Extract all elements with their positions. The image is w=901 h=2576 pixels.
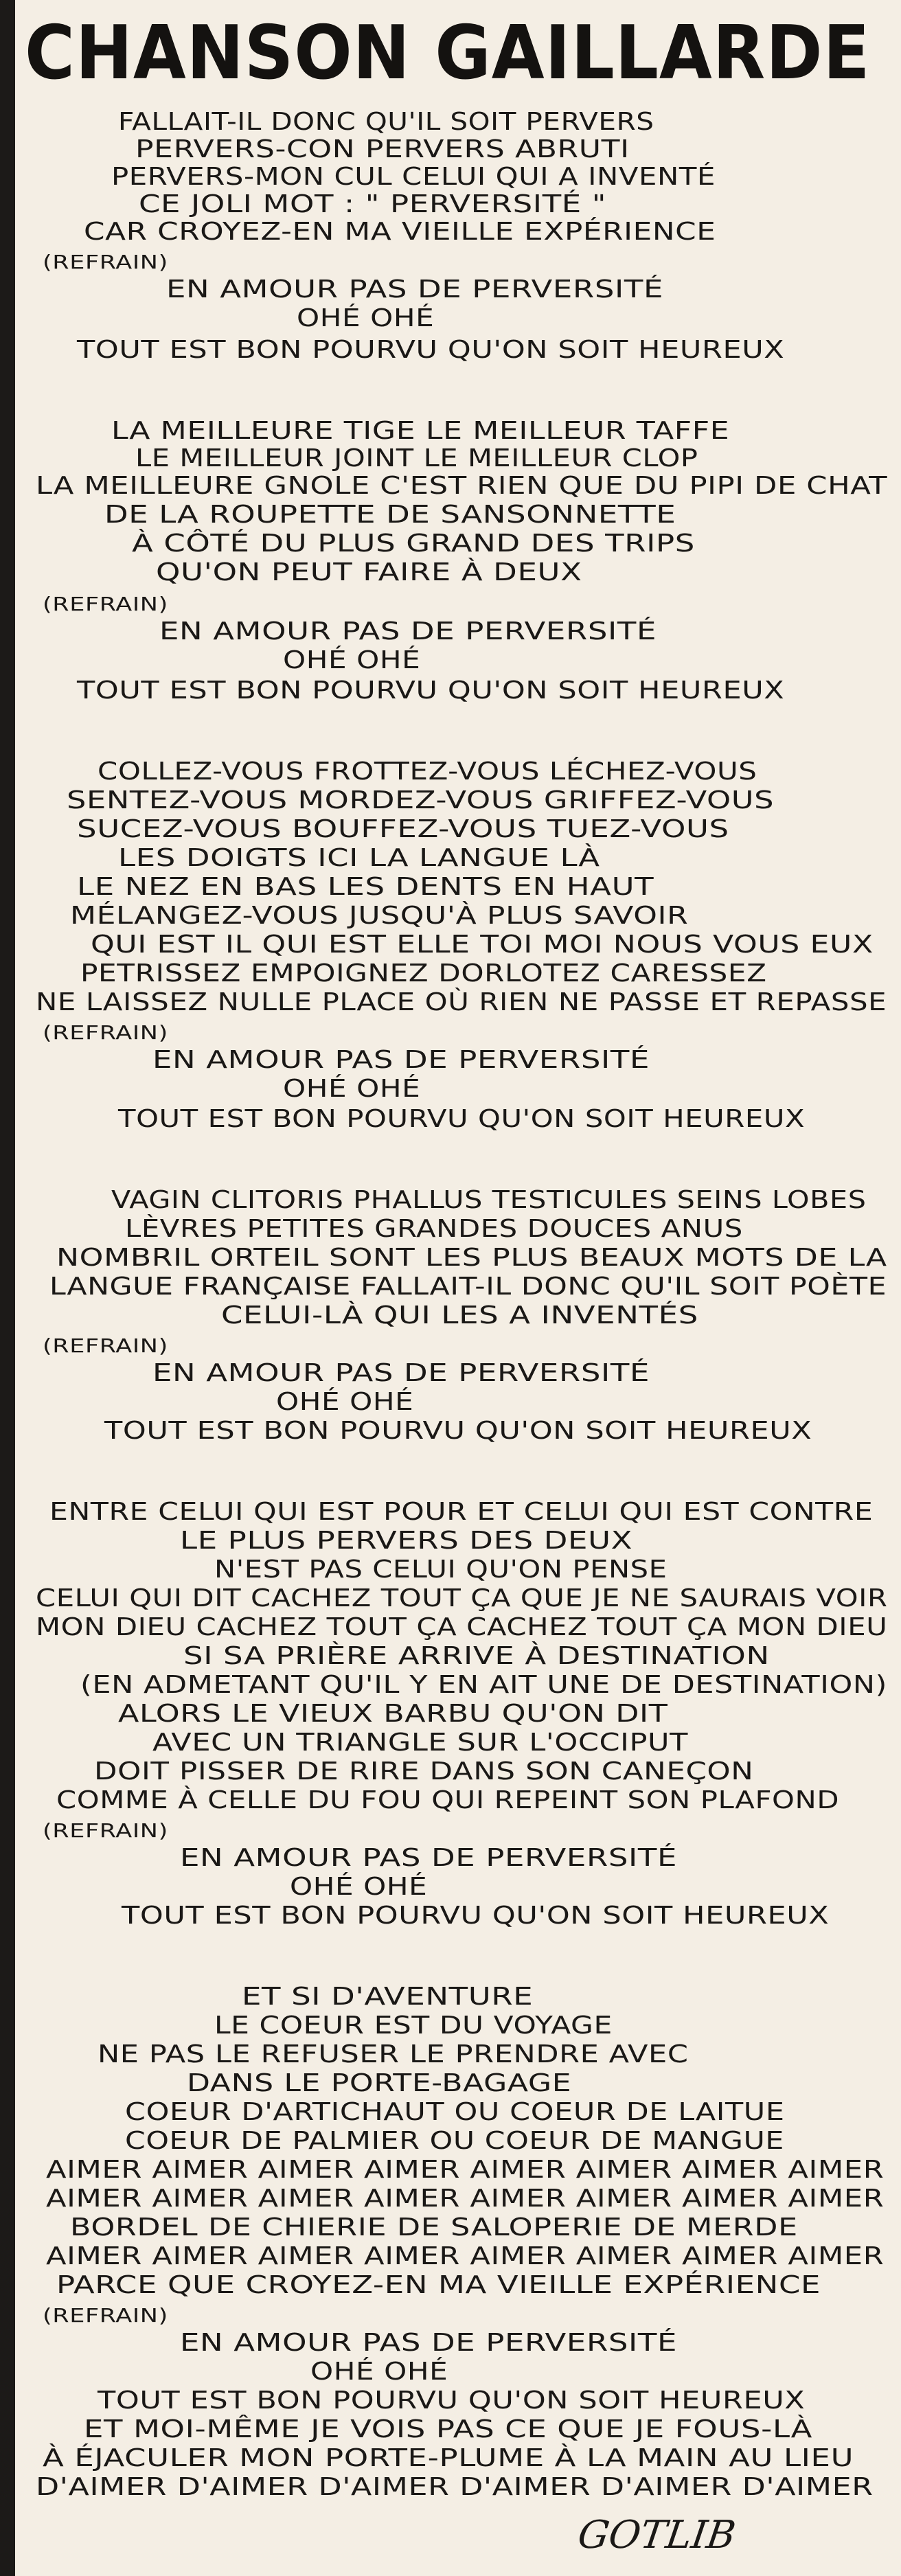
lyric-line: LÈVRES PETITES GRANDES DOUCES ANUS bbox=[125, 1215, 743, 1243]
lyric-line: BORDEL DE CHIERIE DE SALOPERIE DE MERDE bbox=[70, 2213, 798, 2242]
lyric-line: À CÔTÉ DU PLUS GRAND DES TRIPS bbox=[132, 529, 695, 558]
refrain-marker: (REFRAIN) bbox=[43, 1819, 168, 1842]
lyric-line: À ÉJACULER MON PORTE-PLUME À LA MAIN AU LIEU bbox=[43, 2444, 854, 2472]
lyric-line: PETRISSEZ EMPOIGNEZ DORLOTEZ CARESSEZ bbox=[80, 959, 767, 988]
lyric-line: OHÉ OHÉ bbox=[276, 1388, 414, 1416]
lyric-line: TOUT EST BON POURVU QU'ON SOIT HEUREUX bbox=[118, 1105, 806, 1133]
lyric-line: LE PLUS PERVERS DES DEUX bbox=[180, 1527, 633, 1555]
lyric-line: TOUT EST BON POURVU QU'ON SOIT HEUREUX bbox=[122, 1902, 830, 1930]
refrain-marker: (REFRAIN) bbox=[43, 2304, 168, 2327]
lyric-line: OHÉ OHÉ bbox=[290, 1873, 428, 1901]
lyric-line: OHÉ OHÉ bbox=[297, 304, 435, 332]
lyric-line: TOUT EST BON POURVU QU'ON SOIT HEUREUX bbox=[98, 2386, 806, 2415]
lyric-line: LA MEILLEURE GNOLE C'EST RIEN QUE DU PIPI DE CHAT bbox=[36, 472, 888, 500]
lyric-line: TOUT EST BON POURVU QU'ON SOIT HEUREUX bbox=[77, 336, 785, 364]
lyric-line: ET SI D'AVENTURE bbox=[242, 1983, 534, 2011]
lyric-line: LANGUE FRANÇAISE FALLAIT-IL DONC QU'IL SOIT POÈTE bbox=[49, 1273, 887, 1301]
lyric-line: MON DIEU CACHEZ TOUT ÇA CACHEZ TOUT ÇA MON DIEU bbox=[36, 1613, 888, 1641]
lyric-line: LA MEILLEURE TIGE LE MEILLEUR TAFFE bbox=[111, 417, 730, 445]
lyric-line: CELUI QUI DIT CACHEZ TOUT ÇA QUE JE NE SAURAIS VOIR bbox=[36, 1584, 888, 1612]
lyric-line: VAGIN CLITORIS PHALLUS TESTICULES SEINS LOBES bbox=[111, 1186, 867, 1214]
lyric-line: EN AMOUR PAS DE PERVERSITÉ bbox=[180, 1844, 678, 1872]
lyric-line: EN AMOUR PAS DE PERVERSITÉ bbox=[152, 1046, 650, 1074]
lyric-line: COEUR DE PALMIER OU COEUR DE MANGUE bbox=[125, 2127, 784, 2155]
lyric-line: LE MEILLEUR JOINT LE MEILLEUR CLOP bbox=[135, 444, 698, 472]
song-title: CHANSON GAILLARDE bbox=[25, 10, 871, 96]
lyric-line: EN AMOUR PAS DE PERVERSITÉ bbox=[180, 2329, 678, 2357]
lyric-line: COEUR D'ARTICHAUT OU COEUR DE LAITUE bbox=[125, 2098, 785, 2126]
lyric-line: SUCEZ-VOUS BOUFFEZ-VOUS TUEZ-VOUS bbox=[77, 815, 729, 843]
lyric-line: CELUI-LÀ QUI LES A INVENTÉS bbox=[221, 1301, 698, 1330]
lyric-line: ENTRE CELUI QUI EST POUR ET CELUI QUI EST CONTRE bbox=[49, 1498, 874, 1526]
lyric-line: D'AIMER D'AIMER D'AIMER D'AIMER D'AIMER D'AIMER bbox=[36, 2473, 874, 2501]
refrain-marker: (REFRAIN) bbox=[43, 1334, 168, 1357]
author-signature: GOTLIB bbox=[575, 2513, 739, 2557]
lyric-line: OHÉ OHÉ bbox=[283, 1075, 421, 1103]
lyric-line: NOMBRIL ORTEIL SONT LES PLUS BEAUX MOTS DE LA bbox=[56, 1244, 887, 1272]
refrain-marker: (REFRAIN) bbox=[43, 593, 168, 615]
refrain-marker: (REFRAIN) bbox=[43, 1021, 168, 1044]
lyric-line: COMME À CELLE DU FOU QUI REPEINT SON PLAFOND bbox=[56, 1786, 840, 1814]
lyric-line: PERVERS-MON CUL CELUI QUI A INVENTÉ bbox=[111, 163, 716, 191]
lyrics-sheet bbox=[15, 0, 901, 2576]
lyric-line: EN AMOUR PAS DE PERVERSITÉ bbox=[152, 1359, 650, 1387]
lyric-line: NE LAISSEZ NULLE PLACE OÙ RIEN NE PASSE ET REPASSE bbox=[36, 988, 887, 1016]
lyric-line: AVEC UN TRIANGLE SUR L'OCCIPUT bbox=[152, 1729, 689, 1757]
lyric-line: ET MOI-MÊME JE VOIS PAS CE QUE JE FOUS-LÀ bbox=[84, 2415, 813, 2443]
lyric-line: TOUT EST BON POURVU QU'ON SOIT HEUREUX bbox=[77, 676, 785, 705]
lyric-line: SENTEZ-VOUS MORDEZ-VOUS GRIFFEZ-VOUS bbox=[67, 786, 775, 814]
refrain-marker: (REFRAIN) bbox=[43, 251, 168, 273]
lyric-line: CAR CROYEZ-EN MA VIEILLE EXPÉRIENCE bbox=[84, 218, 716, 246]
lyric-line: PERVERS-CON PERVERS ABRUTI bbox=[135, 135, 630, 163]
lyric-line: AIMER AIMER AIMER AIMER AIMER AIMER AIMER AIMER bbox=[46, 2156, 885, 2184]
lyric-line: LE COEUR EST DU VOYAGE bbox=[214, 2011, 613, 2040]
lyric-line: EN AMOUR PAS DE PERVERSITÉ bbox=[159, 617, 657, 646]
lyric-line: DE LA ROUPETTE DE SANSONNETTE bbox=[104, 501, 676, 529]
lyric-line: NE PAS LE REFUSER LE PRENDRE AVEC bbox=[98, 2040, 689, 2068]
lyric-line: FALLAIT-IL DONC QU'IL SOIT PERVERS bbox=[118, 108, 654, 136]
lyric-line: AIMER AIMER AIMER AIMER AIMER AIMER AIMER AIMER bbox=[46, 2185, 885, 2213]
lyric-line: QUI EST IL QUI EST ELLE TOI MOI NOUS VOUS EUX bbox=[91, 931, 874, 959]
lyric-line: OHÉ OHÉ bbox=[283, 646, 421, 674]
lyric-line: EN AMOUR PAS DE PERVERSITÉ bbox=[166, 275, 664, 304]
lyric-line: COLLEZ-VOUS FROTTEZ-VOUS LÉCHEZ-VOUS bbox=[98, 757, 757, 786]
lyric-line: QU'ON PEUT FAIRE À DEUX bbox=[156, 558, 582, 586]
lyric-line: OHÉ OHÉ bbox=[310, 2358, 448, 2386]
lyric-line: AIMER AIMER AIMER AIMER AIMER AIMER AIMER AIMER bbox=[46, 2242, 885, 2270]
lyric-line: DOIT PISSER DE RIRE DANS SON CANEÇON bbox=[94, 1757, 754, 1786]
lyric-line: LE NEZ EN BAS LES DENTS EN HAUT bbox=[77, 873, 654, 901]
lyric-line: ALORS LE VIEUX BARBU QU'ON DIT bbox=[118, 1700, 668, 1728]
lyric-line: PARCE QUE CROYEZ-EN MA VIEILLE EXPÉRIENCE bbox=[56, 2271, 821, 2299]
lyric-line: N'EST PAS CELUI QU'ON PENSE bbox=[214, 1555, 668, 1584]
lyric-line: DANS LE PORTE-BAGAGE bbox=[187, 2069, 572, 2097]
lyric-line: SI SA PRIÈRE ARRIVE À DESTINATION bbox=[183, 1642, 770, 1670]
lyric-line: MÉLANGEZ-VOUS JUSQU'À PLUS SAVOIR bbox=[70, 902, 689, 930]
lyric-line: CE JOLI MOT : " PERVERSITÉ " bbox=[139, 190, 607, 218]
lyric-line: LES DOIGTS ICI LA LANGUE LÀ bbox=[118, 844, 600, 872]
lyric-line: (EN ADMETANT QU'IL Y EN AIT UNE DE DESTINATION) bbox=[80, 1671, 888, 1699]
lyric-line: TOUT EST BON POURVU QU'ON SOIT HEUREUX bbox=[104, 1417, 812, 1445]
